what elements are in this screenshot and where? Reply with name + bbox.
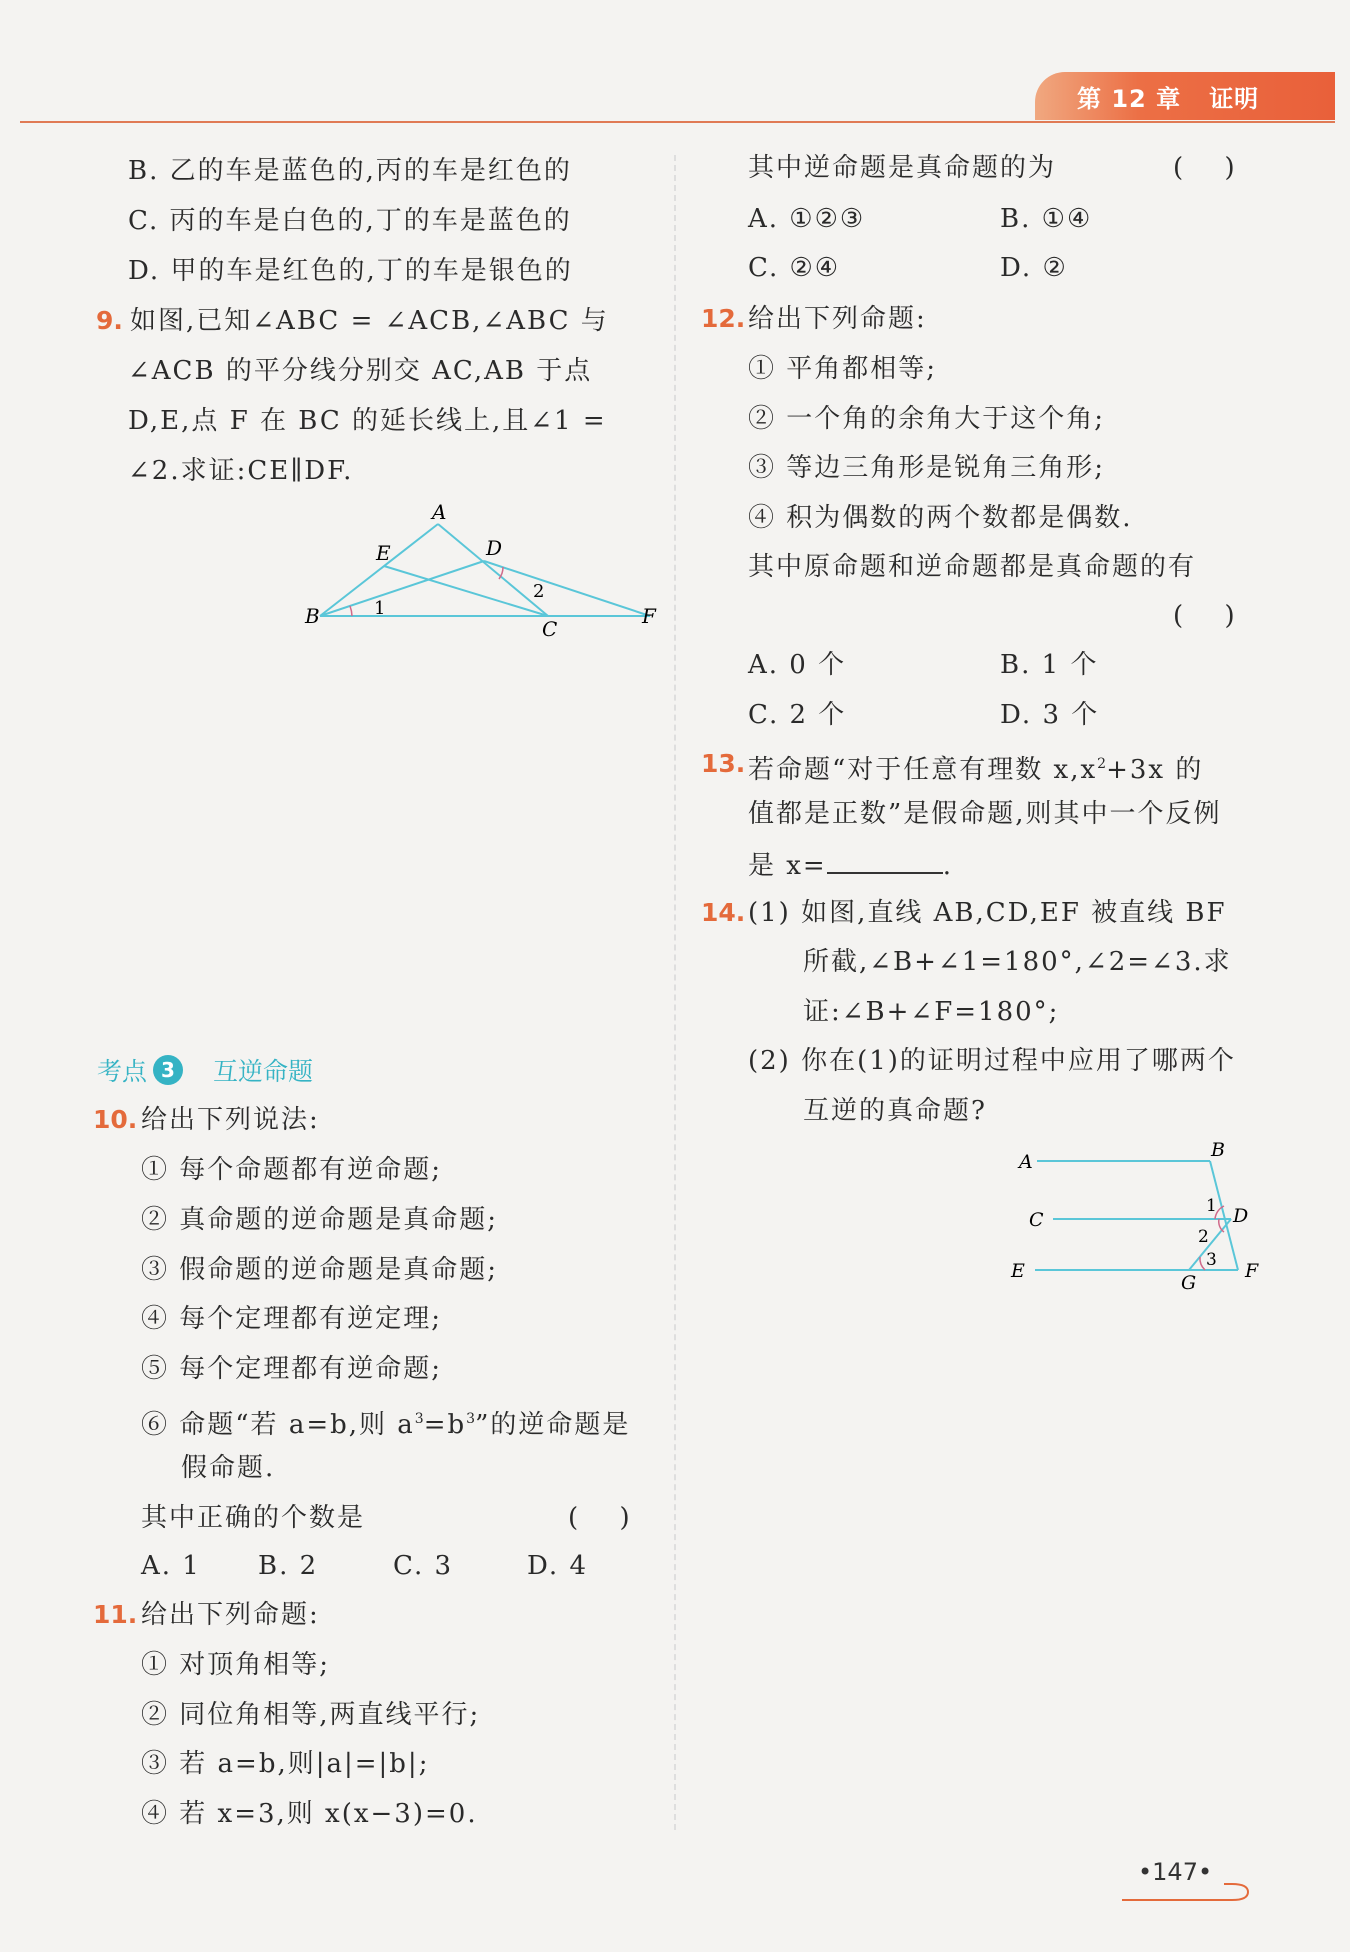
q11-item-2: ② 同位角相等,两直线平行; bbox=[141, 1700, 481, 1730]
q14-line-1: (1) 如图,直线 AB,CD,EF 被直线 BF bbox=[748, 898, 1227, 928]
page-number: •147• bbox=[1138, 1858, 1213, 1886]
q9-number: 9. bbox=[96, 306, 123, 335]
q11-option-c: C. ②④ bbox=[748, 253, 841, 283]
q13-line-3: 是 x= . bbox=[748, 848, 953, 881]
q9-label-2: 2 bbox=[533, 581, 545, 602]
q14-line-2: 所截,∠B+∠1=180°,∠2=∠3.求 bbox=[803, 947, 1232, 977]
q10-item-5: ⑤ 每个定理都有逆命题; bbox=[141, 1354, 443, 1384]
q14-label-2: 2 bbox=[1198, 1227, 1209, 1247]
q10-item-6-cont: 假命题. bbox=[181, 1453, 276, 1483]
q9-label-c: C bbox=[542, 617, 558, 641]
q9-line-1: 如图,已知∠ABC = ∠ACB,∠ABC 与 bbox=[130, 306, 609, 336]
q10-number: 10. bbox=[93, 1105, 138, 1134]
q10-stem: 给出下列说法: bbox=[141, 1105, 320, 1135]
column-divider bbox=[674, 155, 676, 1830]
q10-answer-paren: ( ) bbox=[568, 1503, 630, 1533]
q14-line-4: (2) 你在(1)的证明过程中应用了哪两个 bbox=[748, 1046, 1236, 1076]
q9-triangle-figure bbox=[290, 495, 670, 645]
chapter-title: 证明 bbox=[1209, 84, 1260, 113]
q10-item-1: ① 每个命题都有逆命题; bbox=[141, 1155, 443, 1185]
q14-line-3: 证:∠B+∠F=180°; bbox=[803, 997, 1060, 1027]
q14-label-a: A bbox=[1019, 1151, 1033, 1173]
q14-line-5: 互逆的真命题? bbox=[803, 1096, 987, 1126]
q12-number: 12. bbox=[701, 304, 746, 333]
q12-option-a: A. 0 个 bbox=[748, 650, 847, 680]
q11-option-a: A. ①②③ bbox=[748, 204, 866, 234]
q11-item-1: ① 对顶角相等; bbox=[141, 1650, 331, 1680]
q11-answer-paren: ( ) bbox=[1173, 153, 1235, 183]
q10-item-2: ② 真命题的逆命题是真命题; bbox=[141, 1205, 499, 1235]
q10-option-c: C. 3 bbox=[393, 1551, 454, 1581]
q12-option-b: B. 1 个 bbox=[1000, 650, 1099, 680]
q14-label-g: G bbox=[1181, 1272, 1197, 1294]
section-title: 互逆命题 bbox=[213, 1057, 314, 1086]
q9-label-a: A bbox=[432, 500, 447, 524]
page-curl-ornament bbox=[1120, 1880, 1255, 1904]
q8-option-d: D. 甲的车是红色的,丁的车是银色的 bbox=[128, 256, 573, 286]
q10-question: 其中正确的个数是 bbox=[141, 1503, 366, 1533]
section-prefix: 考点 bbox=[97, 1057, 148, 1086]
q9-label-d: D bbox=[486, 536, 503, 560]
q14-label-f: F bbox=[1245, 1260, 1259, 1282]
q11-item-4: ④ 若 x=3,则 x(x−3)=0. bbox=[141, 1799, 478, 1829]
q14-label-3: 3 bbox=[1206, 1250, 1217, 1270]
header-rule bbox=[20, 121, 1335, 123]
q12-option-d: D. 3 个 bbox=[1000, 700, 1100, 730]
q14-label-e: E bbox=[1011, 1260, 1025, 1282]
q10-option-b: B. 2 bbox=[258, 1551, 319, 1581]
q14-label-d: D bbox=[1233, 1205, 1249, 1227]
q11-option-b: B. ①④ bbox=[1000, 204, 1093, 234]
q9-line-2: ∠ACB 的平分线分别交 AC,AB 于点 bbox=[128, 356, 593, 386]
q8-option-b: B. 乙的车是蓝色的,丙的车是红色的 bbox=[128, 156, 572, 186]
q10-item-4: ④ 每个定理都有逆定理; bbox=[141, 1304, 443, 1334]
q9-line-3: D,E,点 F 在 BC 的延长线上,且∠1 = bbox=[128, 406, 607, 436]
section-heading bbox=[97, 1052, 313, 1088]
q13-line-2: 值都是正数”是假命题,则其中一个反例 bbox=[748, 799, 1222, 829]
q10-item-3: ③ 假命题的逆命题是真命题; bbox=[141, 1255, 499, 1285]
q12-question: 其中原命题和逆命题都是真命题的有 bbox=[748, 552, 1197, 582]
q10-option-d: D. 4 bbox=[527, 1551, 588, 1581]
q14-number: 14. bbox=[701, 898, 746, 927]
q12-item-3: ③ 等边三角形是锐角三角形; bbox=[748, 453, 1106, 483]
q12-item-2: ② 一个角的余角大于这个角; bbox=[748, 404, 1106, 434]
q12-option-c: C. 2 个 bbox=[748, 700, 847, 730]
q11-item-3: ③ 若 a=b,则|a|=|b|; bbox=[141, 1749, 430, 1779]
q13-answer-blank[interactable] bbox=[827, 848, 943, 874]
q12-stem: 给出下列命题: bbox=[748, 304, 927, 334]
q13-line-1: 若命题“对于任意有理数 $x,x^2+3x$ 的 bbox=[748, 755, 1204, 785]
q9-label-f: F bbox=[642, 604, 656, 628]
q10-option-a: A. 1 bbox=[141, 1551, 201, 1581]
q13-number: 13. bbox=[701, 749, 746, 778]
section-number-badge: 3 bbox=[153, 1055, 183, 1085]
q14-label-c: C bbox=[1029, 1209, 1044, 1231]
q9-label-e: E bbox=[376, 541, 391, 565]
q14-parallel-lines-figure bbox=[1005, 1140, 1275, 1300]
q9-label-b: B bbox=[305, 604, 320, 628]
chapter-tab bbox=[1035, 72, 1335, 120]
q11-stem: 给出下列命题: bbox=[141, 1600, 320, 1630]
q14-label-1: 1 bbox=[1206, 1196, 1217, 1216]
q11-number: 11. bbox=[93, 1600, 138, 1629]
chapter-number: 第 12 章 bbox=[1077, 84, 1182, 113]
q8-option-c: C. 丙的车是白色的,丁的车是蓝色的 bbox=[128, 206, 572, 236]
q9-label-1: 1 bbox=[374, 598, 386, 619]
q10-item-6: ⑥ 命题“若 a=b,则 $a^3=b^3$”的逆命题是 bbox=[141, 1410, 631, 1440]
q12-item-4: ④ 积为偶数的两个数都是偶数. bbox=[748, 503, 1133, 533]
q12-item-1: ① 平角都相等; bbox=[748, 354, 938, 384]
q9-line-4: ∠2.求证:CE∥DF. bbox=[128, 456, 354, 486]
q11-option-d: D. ② bbox=[1000, 253, 1068, 283]
q14-label-b: B bbox=[1211, 1140, 1225, 1161]
q12-answer-paren: ( ) bbox=[1173, 601, 1235, 631]
q11-cont-question: 其中逆命题是真命题的为 bbox=[748, 153, 1057, 183]
